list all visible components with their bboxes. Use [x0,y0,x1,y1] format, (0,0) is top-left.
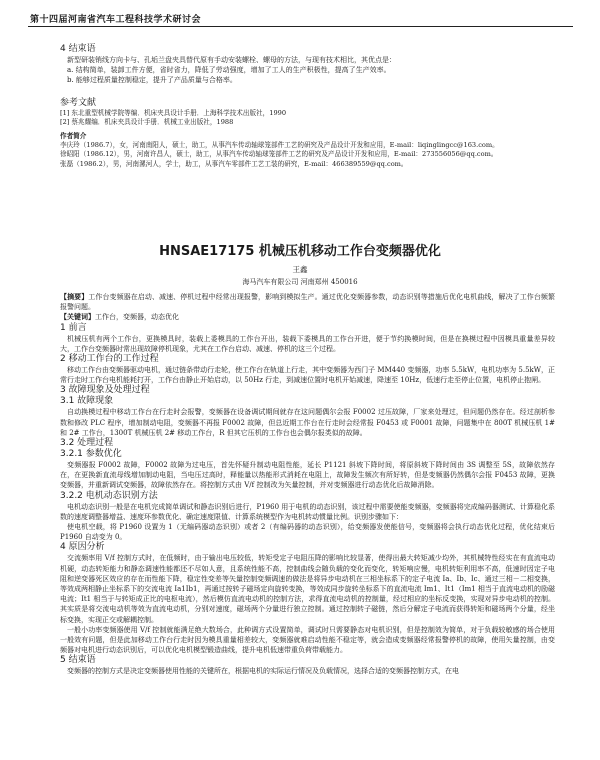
section-paragraph: 交流频率用 V/f 控制方式时，在低频时，由于输出电压较低，转矩受定子电阻压降的影响比较显著，使得出最大转矩减少均外，其机械特性经实在有直流电动机硬，动态转矩能力和静态调速性能都还不尽如人意，且系统性能不高，控制曲线会随负载的变化而变化，转矩响应慢，电机转矩利用率不高，低速时因定子电阻和逆变器死区效应的存在而性能下降，稳定性变差等矢量控制变频调速的做法是将异步电动机在三相坐标系下的定子电流 Ia、Ib、Ic、通过三相－二相变换，等效成两相静止坐标系下的交流电流 Ia1Ib1，再通过按转子磁场定向旋转变换，等效成同步旋转坐标系下的直流电流 Im1、It1（Im1 相当于直流电动机的励磁电流；It1 相当于与转矩成正比的电枢电流），然后模仿直流电动机的控制方法，求得直流电动机的控制量，经过相应的坐标反变换，实现对异步电动机的控制。其实质是将交流电动机等效为直流电动机，分别对速度，磁场两个分量进行独立控制。通过控制转子磁链，然后分解定子电流而获得转矩和磁场两个分量，经坐标变换，实现正交或解耦控制。 [60,554,555,624]
section-heading: 3 故障现象及处理过程 [60,385,150,396]
author-bio: 李庆玲（1986.7），女，河南南阳人，硕士，助工，从事汽车传动轴球笼部件工艺的研究及产品设计开发和应用，E-mail：liqinglingcc@163.com。 [60,141,499,150]
article-body [60,292,555,677]
prev-conclusion-point-b: b. 能够过程质量控制稳定，提升了产品质量与合格率。 [67,76,237,85]
subsection-heading: 3.2.1 参数优化 [60,449,122,460]
section-paragraph: 变频器报 F0002 故障，F0002 故障为过电压，首先怀疑升制动电阻性能，延长 P1121 斜坡下降时间，将原斜坡下降时间由 3S 调整至 5S，故障依然存在，在更换新直流母线增加制动电阻，当电压过高时，释能量以热能形式消耗在电阻上，故障发生频次有所好转，但是变频器仍然偶尔会报 F0453 故障，更换变频器，并重新调试变频器，故障依然存在。将控制方式由 V/f 控制改为矢量控制，并对变频器进行动态优化后故障消除。 [60,461,555,490]
prev-conclusion-heading: 4 结束语 [60,44,96,54]
author-bios [60,132,555,169]
section-heading: 2 移动工作台的工作过程 [60,354,159,365]
subsection-heading: 3.2 处理过程 [60,438,114,449]
keywords-label: 【关键词】 [60,312,95,322]
section-paragraph: 使电机空载，将 P1960 设置为 1（无编码器动态识别）或者 2（有编码器的动态识别），给变频器发使能信号，变频器将会执行动态优化过程，优化结束后 P1960 自动变为 0。 [60,523,555,542]
abstract-label: 【摘要】 [60,292,89,301]
section-paragraph: 变频器的控制方式是决定变频器使用性能的关键所在，根据电机的实际运行情况及负载情况，选择合适的变频器控制方式，在电 [67,667,459,676]
section-heading: 5 结束语 [60,655,96,666]
section-paragraph: 一般小功率变频器使用 V/f 控制就能满足绝大数场合，此种调方式设置简单，调试时只需要静态对电机识别，但是控制效为简单，对于负载较敏感的场合使用一般效有问题，但是此加移动工作台行走时因为模具重量相差较大，变频器就难启动性能不稳定等，就会造成变频器经常报警停机的故障，使用矢量控制，由变频器对电机进行动态识别后，可以优化电机模型锻造曲线，提升电机低速带重负荷带载能力。 [60,625,555,655]
section-paragraph: 移动工作台由变频器驱动电机，通过链条带动行走轮，使工作台在轨道上行走，其中变频器为西门子 MM440 变频器，功率 5.5kW，电机功率为 5.5kW，正常行走时工作台电机能耗打开，工作台由静止开始启动，以 50Hz 行走，到减速位置时电机开始减速，降速至 10Hz，低速行走至停止位置，电机停止抱闸。 [60,366,555,385]
keywords-text: 工作台，变频器，动态优化 [95,313,179,322]
section-heading: 1 前言 [60,322,87,333]
prev-conclusion-point-a: a. 结构简单，装卸工件方便，省时省力，降低了劳动强度，增加了工人的生产积极性，提高了生产效率。 [67,66,391,75]
article-author: 王鑫 [292,265,308,274]
author-bio: 张磊（1986.2），男，河南漯河人，学士，助工，从事汽车零部件工艺工装的研究，E-mail：466389559@qq.com。 [60,159,408,168]
subsection-heading: 3.2.2 电机动态识别方法 [60,490,158,501]
references [60,98,555,127]
abstract-text: 工作台变频器在启动、减速、停机过程中经常出现报警，影响到模拟生产。通过优化变频器参数，动态识别等措施后优化电机曲线，解决了工作台频繁报警问题。 [60,293,556,312]
reference-item: [1] 东北重型机械学院等编．机床夹具设计手册．上海科学技术出版社，1990 [60,109,287,117]
article-title: HNSAE17175 机械压机移动工作台变频器优化 [159,244,441,259]
author-bios-heading: 作者简介 [60,132,87,140]
article-affiliation: 海马汽车有限公司 河南郑州 450016 [242,278,358,286]
header-rule [28,26,573,27]
section-paragraph: 电机动态识别一般是在电机完成简单调试和静态识别后进行，P1960 用于电机的动态识别，该过程中需要使能变频器，变频器将完成编码器测试、计算稳化系数的速度调整器增益、速度环参数优化、确定速度限值、计算系统模型作为电机转动惯量比例。识别步骤如下： [60,502,555,521]
prev-conclusion-paragraph: 新型研装销线方向卡与、孔垢兰盘夹具替代原有手动安装螺栓、螺母的方法，与现有技术相比，其优点是： [67,56,396,64]
section-paragraph: 机械压机有两个工作台，更换模具时，装载上委模具的工作台开出，装载下委模具的工作台开进，便于节约换模时间，但是在换模过程中因模具重量差异较大，工作台变频器时常出现故障停机现象，尤其在工作台启动、减速、停机的这三个过程。 [60,334,555,353]
running-header: 第十四届河南省汽车工程科技学术研讨会 [30,15,202,25]
section-heading: 4 原因分析 [60,542,105,553]
references-heading: 参考文献 [60,98,97,108]
author-bio: 徐昭阳（1986.12），男，河南许昌人，硕士，助工，从事汽车传动轴球笼部件工艺的研究及产品设计开发和应用，E-mail：273556056@qq.com。 [60,150,498,159]
subsection-heading: 3.1 故障现象 [60,396,114,407]
section-paragraph: 自动换模过程中移动工作台在行走时会报警，变频器在设备调试期间就存在这问题偶尔会报 F0002 过压故障，厂家来处理过，但问题仍然存在。经过剖析参数和修改 PLC 程序，增加制动电阻，变频器不再报 F0002 故障，但总近期工作台在行走时会经常报 F0453 或 F0001 故障，问题集中在 800T 机械压机 1# 和 2# 工作台，1300T 机械压机 2# 移动工作台，R 但其它压机的工作台也会偶尔报类似的故障。 [60,408,555,437]
prev-conclusion [60,44,555,86]
reference-item: [2] 蔡兆耀编．机床夹具设计手册．机械工业出版社，1988 [60,118,234,127]
